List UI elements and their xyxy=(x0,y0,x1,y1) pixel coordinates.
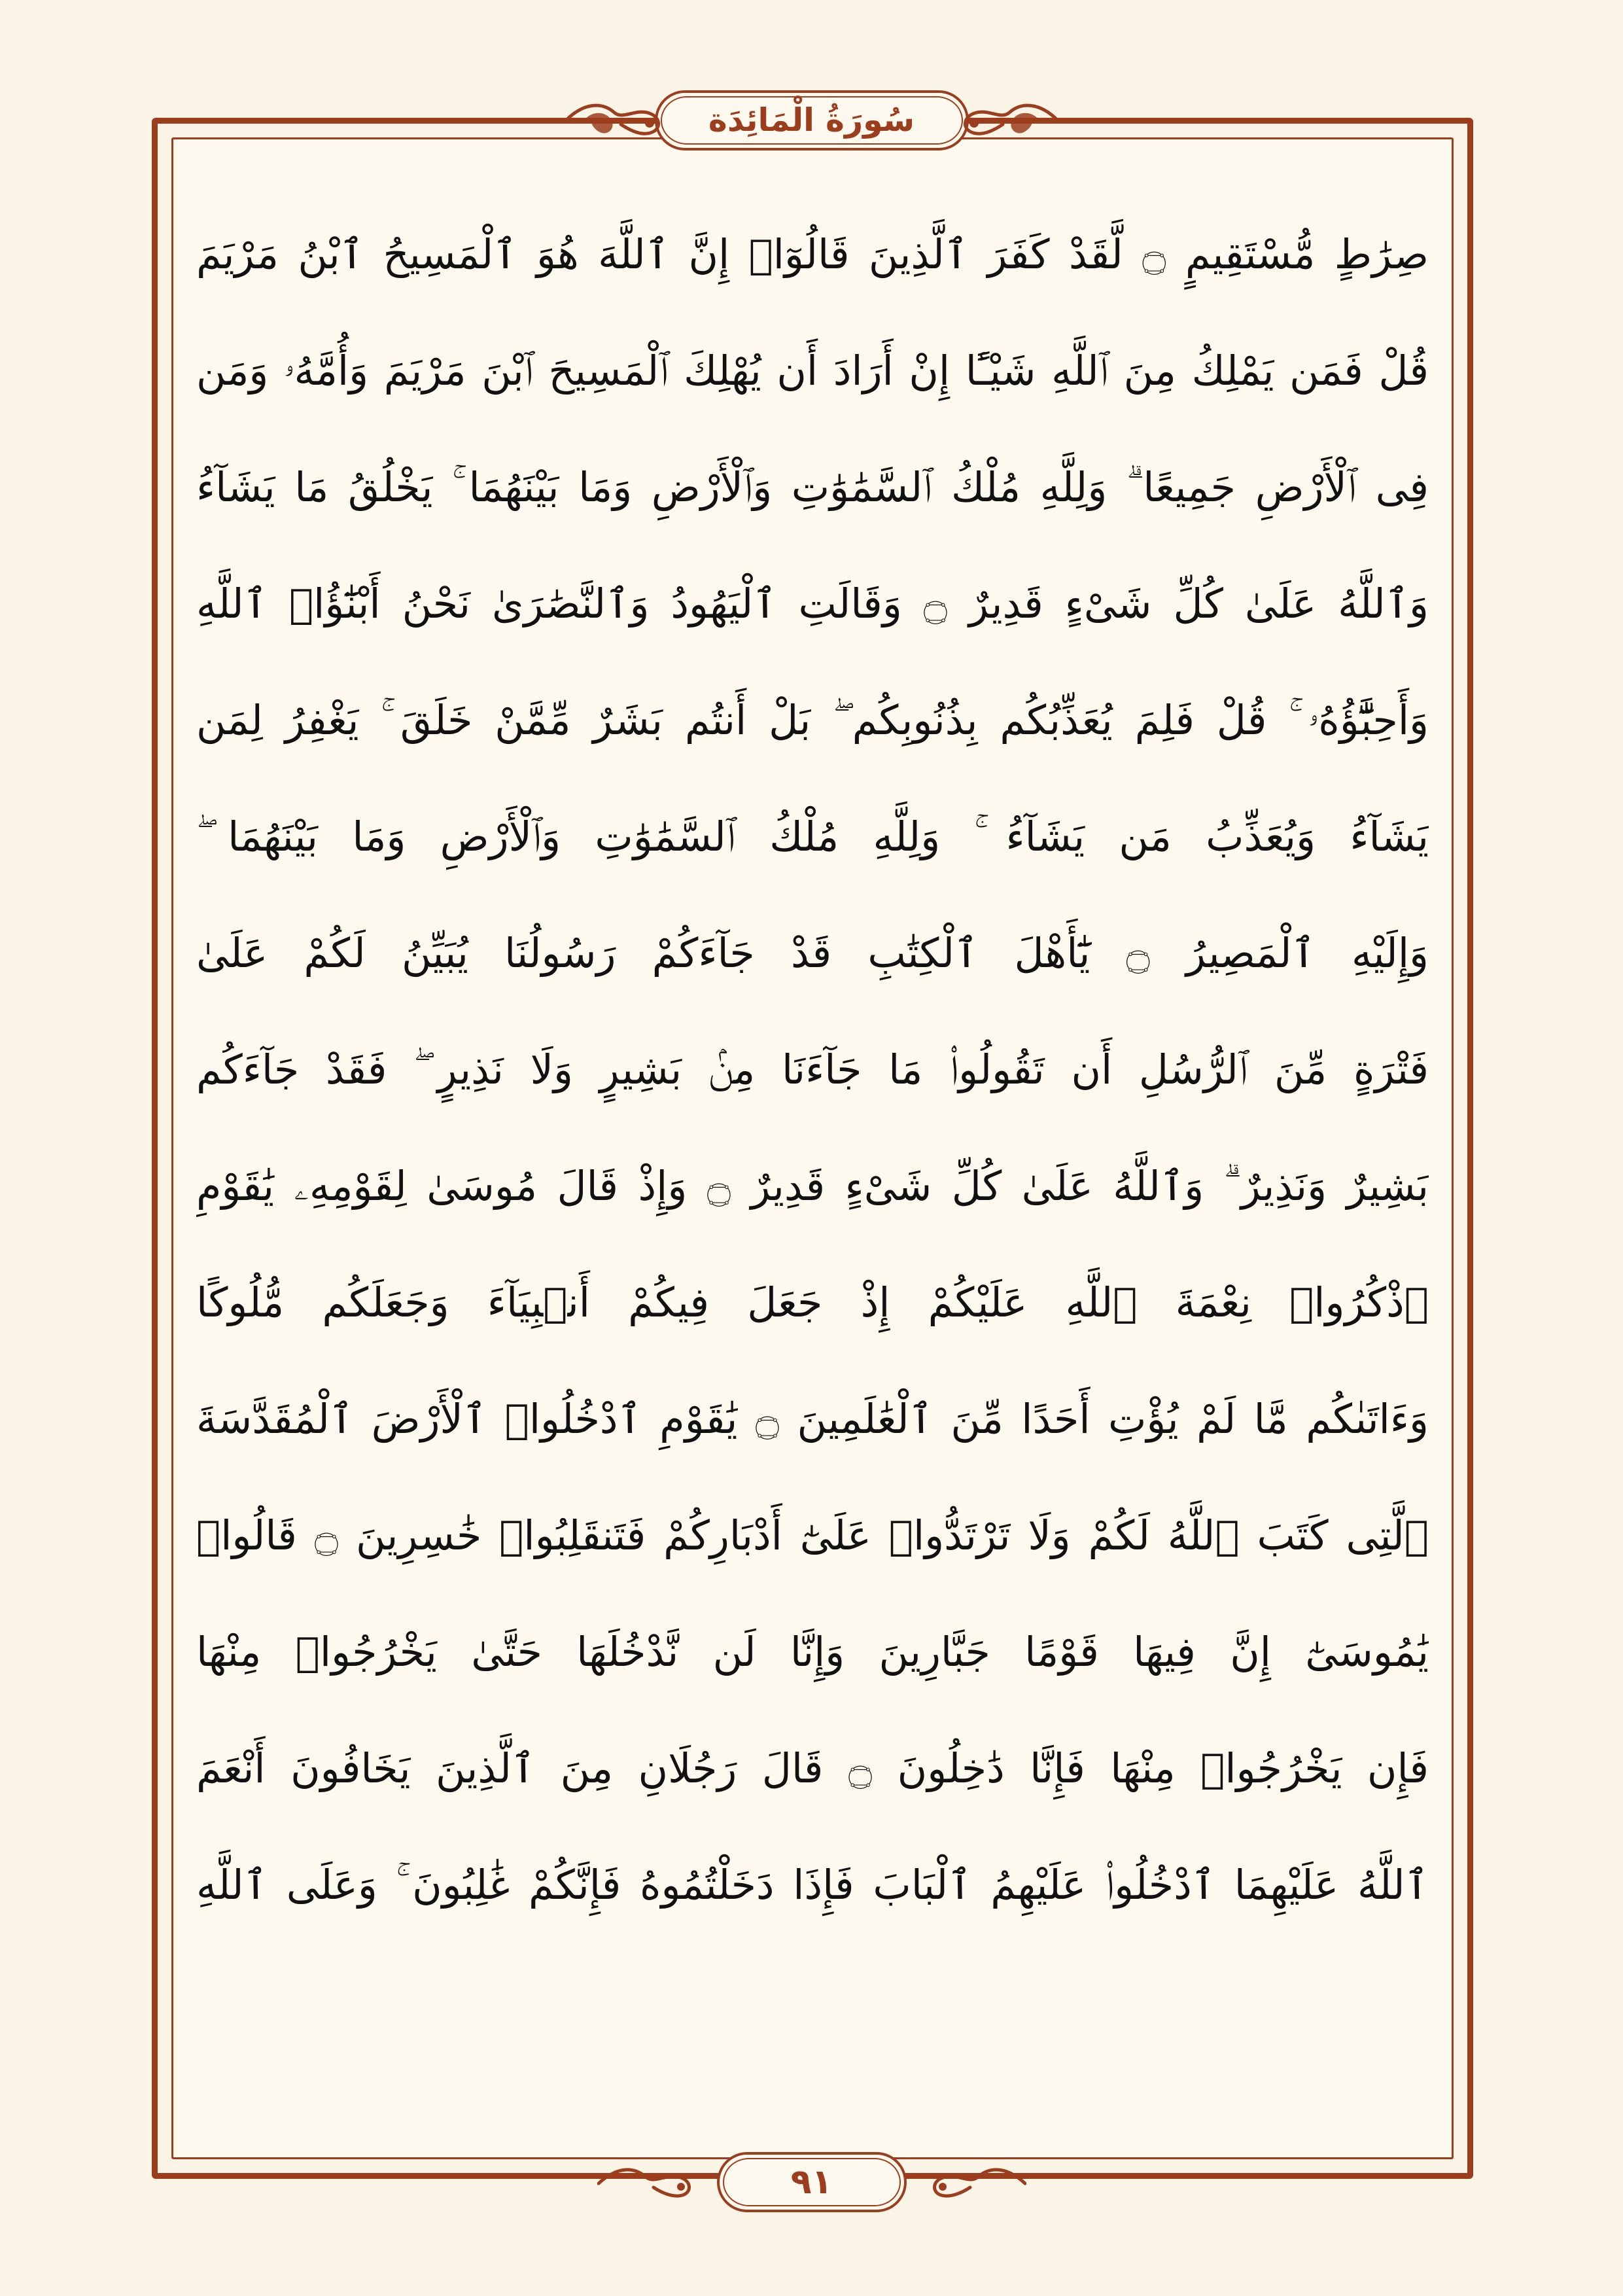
quran-line: وَءَاتَىٰكُم مَّا لَمْ يُؤْتِ أَحَدًا مِّنَ ٱلْعَٰلَمِينَ ۝ يَٰقَوْمِ ٱدْخُلُوا۟ ٱلْأَرْضَ ٱلْمُقَدَّسَةَ xyxy=(196,1395,1429,1443)
floral-ornament-right-icon xyxy=(961,99,1059,141)
quran-line: ٱلَّتِى كَتَبَ ٱللَّهُ لَكُمْ وَلَا تَرْتَدُّوا۟ عَلَىٰٓ أَدْبَارِكُمْ فَتَنقَلِبُوا۟ خَٰسِرِينَ ۝ قَالُوا۟ xyxy=(196,1511,1429,1559)
footer-ornament-right-icon xyxy=(928,2163,1026,2204)
quran-line: وَٱللَّهُ عَلَىٰ كُلِّ شَىْءٍ قَدِيرٌ ۝ وَقَالَتِ ٱلْيَهُودُ وَٱلنَّصَٰرَىٰ نَحْنُ أَبْنَٰٓؤُا۟ ٱللَّهِ xyxy=(196,580,1429,627)
quran-line: فِى ٱلْأَرْضِ جَمِيعًا ۗ وَلِلَّهِ مُلْكُ ٱلسَّمَٰوَٰتِ وَٱلْأَرْضِ وَمَا بَيْنَهُمَا ۚ يَخْلُقُ مَا يَشَآءُ xyxy=(196,463,1429,511)
quran-line: صِرَٰطٍ مُّسْتَقِيمٍ ۝ لَّقَدْ كَفَرَ ٱلَّذِينَ قَالُوٓا۟ إِنَّ ٱللَّهَ هُوَ ٱلْمَسِيحُ ٱبْنُ مَرْيَمَ xyxy=(196,230,1429,278)
quran-line: ٱذْكُرُوا۟ نِعْمَةَ ٱللَّهِ عَلَيْكُمْ إِذْ جَعَلَ فِيكُمْ أَنۢبِيَآءَ وَجَعَلَكُم مُّلُوكًا xyxy=(196,1279,1429,1326)
quran-line: قُلْ فَمَن يَمْلِكُ مِنَ ٱللَّهِ شَيْـًٔا إِنْ أَرَادَ أَن يُهْلِكَ ٱلْمَسِيحَ ٱبْنَ مَرْيَمَ وَأُمَّهُۥ وَمَن xyxy=(196,347,1429,395)
quran-text-block xyxy=(196,196,1429,2094)
quran-line: ٱللَّهُ عَلَيْهِمَا ٱدْخُلُوا۟ عَلَيْهِمُ ٱلْبَابَ فَإِذَا دَخَلْتُمُوهُ فَإِنَّكُمْ غَٰلِبُونَ ۚ وَعَلَى ٱللَّهِ xyxy=(196,1861,1429,1909)
page-number: ٩١ xyxy=(790,2163,833,2202)
footer-ornament-left-icon xyxy=(597,2163,695,2204)
quran-line: فَإِن يَخْرُجُوا۟ مِنْهَا فَإِنَّا دَٰخِلُونَ ۝ قَالَ رَجُلَانِ مِنَ ٱلَّذِينَ يَخَافُونَ أَنْعَمَ xyxy=(196,1744,1429,1792)
quran-line: يَٰمُوسَىٰٓ إِنَّ فِيهَا قَوْمًا جَبَّارِينَ وَإِنَّا لَن نَّدْخُلَهَا حَتَّىٰ يَخْرُجُوا۟ مِنْهَا xyxy=(196,1628,1429,1676)
quran-line: بَشِيرٌ وَنَذِيرٌ ۗ وَٱللَّهُ عَلَىٰ كُلِّ شَىْءٍ قَدِيرٌ ۝ وَإِذْ قَالَ مُوسَىٰ لِقَوْمِهِۦ يَٰقَوْمِ xyxy=(196,1162,1429,1210)
floral-ornament-left-icon xyxy=(565,99,663,141)
page-footer xyxy=(609,2152,1015,2212)
sura-header xyxy=(576,90,1047,150)
sura-title: سُورَةُ الْمَائِدَة xyxy=(708,101,915,139)
quran-line: يَشَآءُ وَيُعَذِّبُ مَن يَشَآءُ ۚ وَلِلَّهِ مُلْكُ ٱلسَّمَٰوَٰتِ وَٱلْأَرْضِ وَمَا بَيْنَهُمَا ۖ xyxy=(196,813,1429,860)
quran-line: فَتْرَةٍ مِّنَ ٱلرُّسُلِ أَن تَقُولُوا۟ مَا جَآءَنَا مِنۢ بَشِيرٍ وَلَا نَذِيرٍ ۖ فَقَدْ جَآءَكُم xyxy=(196,1046,1429,1093)
quran-line: وَإِلَيْهِ ٱلْمَصِيرُ ۝ يَٰٓأَهْلَ ٱلْكِتَٰبِ قَدْ جَآءَكُمْ رَسُولُنَا يُبَيِّنُ لَكُمْ عَلَىٰ xyxy=(196,929,1429,977)
quran-line: وَأَحِبَّٰٓؤُهُۥ ۚ قُلْ فَلِمَ يُعَذِّبُكُم بِذُنُوبِكُم ۖ بَلْ أَنتُم بَشَرٌ مِّمَّنْ خَلَقَ ۚ يَغْفِرُ لِمَن xyxy=(196,696,1429,744)
